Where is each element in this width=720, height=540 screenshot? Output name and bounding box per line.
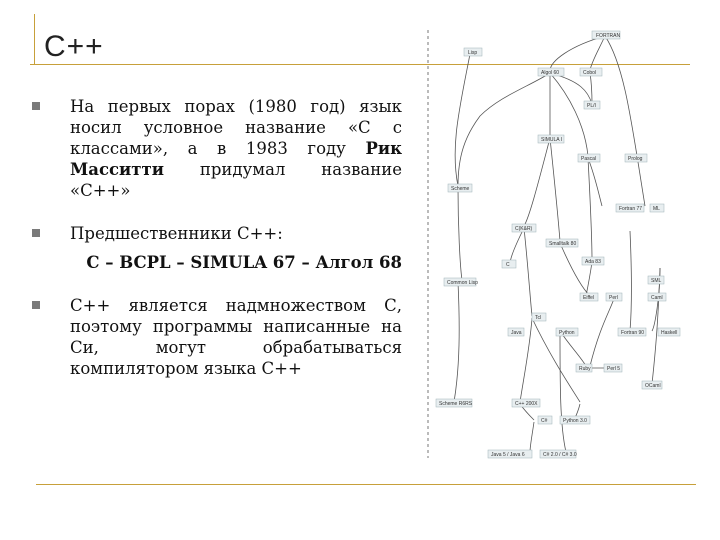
diagram-node: [538, 416, 552, 424]
diagram-node: [538, 135, 564, 143]
svg-text:Scheme R6RS: Scheme R6RS: [439, 401, 473, 407]
svg-text:Haskell: Haskell: [661, 330, 678, 336]
svg-text:Lisp: Lisp: [468, 50, 478, 56]
svg-text:Ruby: Ruby: [579, 366, 591, 372]
diagram-node: [658, 328, 680, 336]
diagram-node: [592, 31, 620, 39]
language-genealogy-diagram: [420, 26, 690, 462]
diagram-node: [606, 293, 622, 301]
author-name: Рик Масситти: [70, 139, 402, 179]
svg-text:Smalltalk 80: Smalltalk 80: [549, 241, 577, 247]
diagram-node: [582, 257, 604, 265]
svg-text:Perl 5: Perl 5: [607, 366, 621, 372]
diagram-node: [650, 204, 664, 212]
svg-text:Tcl: Tcl: [535, 315, 542, 321]
svg-text:ML: ML: [653, 206, 660, 212]
bullet-square-icon: [32, 229, 40, 237]
svg-text:SML: SML: [651, 278, 662, 284]
diagram-node: [560, 416, 590, 424]
slide-title: C++: [44, 30, 104, 63]
diagram-node: [540, 450, 577, 458]
svg-text:Python 3.0: Python 3.0: [563, 418, 587, 424]
diagram-node: [584, 101, 600, 109]
svg-text:Scheme: Scheme: [451, 186, 470, 192]
svg-text:C# 2.0 / C# 3.0: C# 2.0 / C# 3.0: [543, 452, 577, 458]
svg-text:Ada 83: Ada 83: [585, 259, 601, 265]
diagram-node: [546, 239, 578, 247]
accent-vertical-line: [34, 14, 35, 64]
diagram-node: [448, 184, 472, 192]
bullet-item-history: [32, 96, 402, 201]
svg-text:Python: Python: [559, 330, 575, 336]
bullet-square-icon: [32, 301, 40, 309]
diagram-node: [512, 399, 540, 407]
diagram-node: [508, 328, 524, 336]
bullet-item-superset: [32, 295, 402, 379]
bullet-text-predecessors: Предшественники С++:: [70, 224, 283, 243]
bullet-text-superset: С++ является надмножеством С, поэтому программы написанные на Си, могут обрабатываться компилятором языка С++: [70, 296, 402, 378]
history-text-part: На первых порах (1980 год) язык носил условное название «С с классами», а в 1983 году: [70, 97, 402, 158]
diagram-node: [580, 293, 598, 301]
svg-text:Eiffel: Eiffel: [583, 295, 595, 301]
diagram-node: [538, 68, 564, 76]
diagram-node: [578, 154, 600, 162]
svg-text:Fortran 77: Fortran 77: [619, 206, 643, 212]
svg-text:Common Lisp: Common Lisp: [447, 280, 478, 286]
diagram-node: [642, 381, 662, 389]
diagram-node: [616, 204, 644, 212]
predecessors-chain: С – BCPL – SIMULA 67 – Алгол 68: [86, 253, 402, 272]
svg-text:Java 5 / Java 6: Java 5 / Java 6: [491, 452, 525, 458]
svg-text:Pascal: Pascal: [581, 156, 597, 162]
svg-text:C#: C#: [541, 418, 548, 424]
svg-text:SIMULA I: SIMULA I: [541, 137, 563, 143]
bullet-text-history: [70, 96, 402, 201]
diagram-node: [502, 260, 516, 268]
diagram-node: [464, 48, 482, 56]
svg-text:C(K&R): C(K&R): [515, 226, 533, 232]
svg-text:C++ 200X: C++ 200X: [515, 401, 538, 407]
diagram-node: [444, 278, 478, 286]
diagram-node: [488, 450, 532, 458]
diagram-node: [556, 328, 578, 336]
bullet-item-predecessors: [32, 223, 402, 273]
diagram-node: [576, 364, 592, 372]
history-text-end: придумал название «С++»: [70, 160, 402, 200]
diagram-node: [648, 276, 664, 284]
diagram-nodes: [436, 31, 680, 458]
svg-text:Perl: Perl: [609, 295, 618, 301]
bullet-square-icon: [32, 102, 40, 110]
svg-text:Cobol: Cobol: [583, 70, 597, 76]
svg-text:Fortran 90: Fortran 90: [621, 330, 645, 336]
diagram-node: [604, 364, 622, 372]
svg-text:OCaml: OCaml: [645, 383, 661, 389]
svg-text:Algol 60: Algol 60: [541, 70, 560, 76]
diagram-node: [618, 328, 646, 336]
svg-text:Java: Java: [511, 330, 522, 336]
diagram-node: [512, 224, 536, 232]
diagram-node: [436, 399, 473, 407]
svg-text:FORTRAN: FORTRAN: [596, 33, 621, 39]
accent-bottom-line: [36, 484, 696, 485]
bullet-list: [32, 96, 402, 401]
diagram-node: [648, 293, 666, 301]
svg-text:Caml: Caml: [651, 295, 663, 301]
svg-text:Prolog: Prolog: [628, 156, 643, 162]
diagram-node: [625, 154, 647, 162]
svg-text:C: C: [506, 262, 510, 268]
svg-text:PL/I: PL/I: [587, 103, 596, 109]
diagram-node: [532, 313, 546, 321]
diagram-node: [580, 68, 602, 76]
